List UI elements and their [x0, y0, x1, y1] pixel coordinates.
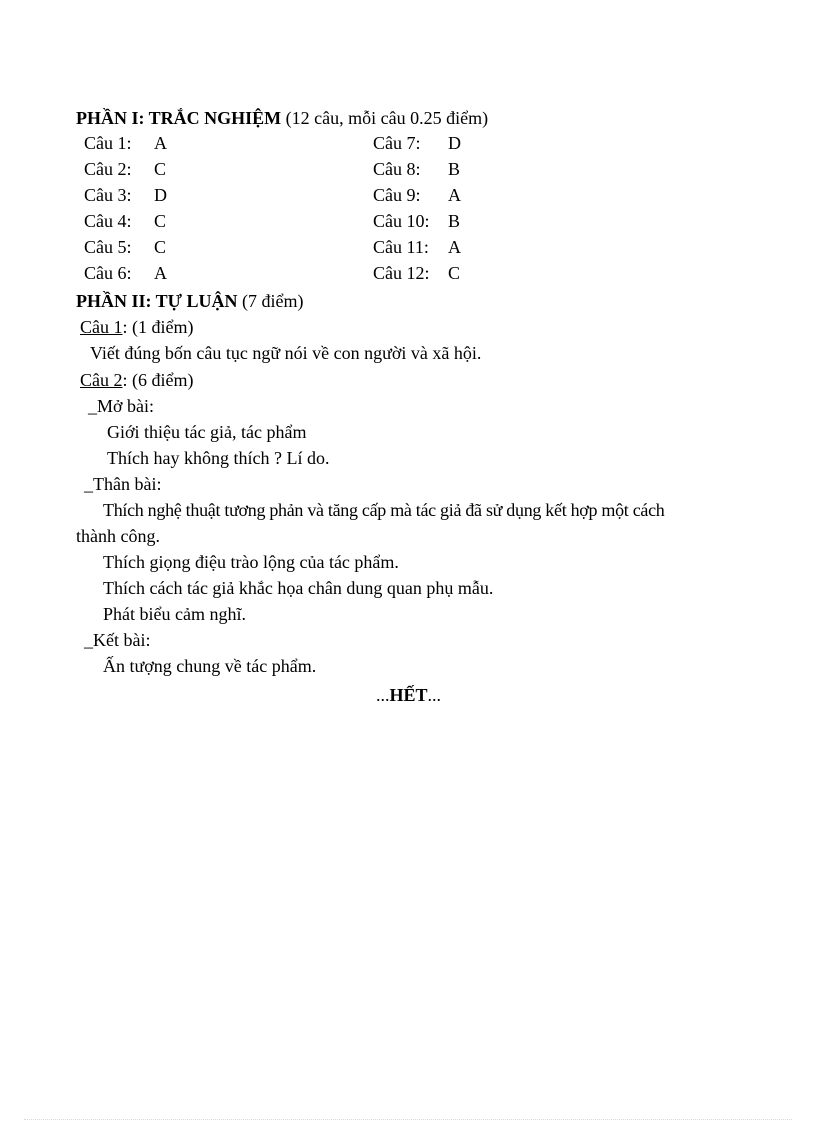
question-label: Câu 11: — [373, 237, 429, 257]
question-label: Câu 3: — [84, 185, 132, 205]
question1-label: Câu 1 — [80, 317, 123, 337]
answer-row — [373, 184, 633, 210]
intro-point: Thích hay không thích ? Lí do. — [107, 448, 330, 468]
question1-points: : (1 điểm) — [122, 317, 194, 337]
answer-value: C — [154, 211, 167, 231]
part1-heading — [76, 107, 488, 129]
question1-answer: Viết đúng bốn câu tục ngữ nói về con người và xã hội. — [90, 343, 482, 363]
part2-heading — [76, 290, 304, 312]
intro-heading: _Mở bài: — [88, 396, 155, 416]
answers-left-column — [84, 132, 344, 288]
intro-point: Giới thiệu tác giả, tác phẩm — [107, 422, 307, 442]
question-label: Câu 8: — [373, 159, 421, 179]
end-mark — [376, 684, 441, 706]
answer-value: C — [154, 159, 167, 179]
question-label: Câu 1: — [84, 133, 132, 153]
page-bottom-divider — [24, 1119, 792, 1120]
end-mark-post: ... — [427, 685, 442, 705]
answer-value: A — [448, 237, 461, 257]
answer-row — [84, 236, 344, 262]
answer-row — [84, 158, 344, 184]
answer-value: A — [448, 185, 461, 205]
answer-value: B — [448, 159, 461, 179]
answer-row — [373, 158, 633, 184]
answer-row — [84, 132, 344, 158]
part1-title: PHẦN I: TRẮC NGHIỆM — [76, 108, 282, 128]
answer-row — [373, 132, 633, 158]
part2-note: (7 điểm) — [237, 291, 304, 311]
body-point-continuation: thành công. — [76, 526, 160, 546]
question-label: Câu 6: — [84, 263, 132, 283]
question-label: Câu 5: — [84, 237, 132, 257]
answer-value: D — [448, 133, 461, 153]
question2-label: Câu 2 — [80, 370, 123, 390]
question2-heading — [80, 369, 193, 391]
body-point: Thích cách tác giả khắc họa chân dung quan phụ mẫu. — [103, 578, 494, 598]
part1-note: (12 câu, mỗi câu 0.25 điểm) — [281, 108, 489, 128]
answer-row — [84, 184, 344, 210]
answer-row — [373, 210, 633, 236]
question-label: Câu 7: — [373, 133, 421, 153]
answer-row — [373, 262, 633, 288]
answer-row — [373, 236, 633, 262]
answer-value: C — [154, 237, 167, 257]
question2-points: : (6 điểm) — [122, 370, 194, 390]
question1-heading — [80, 316, 193, 338]
answer-value: A — [154, 133, 167, 153]
end-mark-word: HẾT — [389, 685, 428, 705]
body-point: Thích giọng điệu trào lộng của tác phẩm. — [103, 552, 399, 572]
answer-row — [84, 210, 344, 236]
question-label: Câu 9: — [373, 185, 421, 205]
part2-title: PHẦN II: TỰ LUẬN — [76, 291, 238, 311]
body-point: Thích nghệ thuật tương phản và tăng cấp mà tác giả đã sử dụng kết hợp một cách — [103, 500, 665, 520]
question-label: Câu 12: — [373, 263, 430, 283]
question-label: Câu 2: — [84, 159, 132, 179]
question-label: Câu 10: — [373, 211, 430, 231]
answer-row — [84, 262, 344, 288]
body-heading: _Thân bài: — [84, 474, 162, 494]
body-point: Phát biểu cảm nghĩ. — [103, 604, 246, 624]
conclusion-point: Ấn tượng chung về tác phẩm. — [103, 656, 317, 676]
conclusion-heading: _Kết bài: — [84, 630, 151, 650]
answer-value: C — [448, 263, 461, 283]
answers-right-column — [373, 132, 633, 288]
end-mark-pre: ... — [376, 685, 390, 705]
answer-value: D — [154, 185, 167, 205]
question-label: Câu 4: — [84, 211, 132, 231]
answer-value: A — [154, 263, 167, 283]
answer-value: B — [448, 211, 461, 231]
